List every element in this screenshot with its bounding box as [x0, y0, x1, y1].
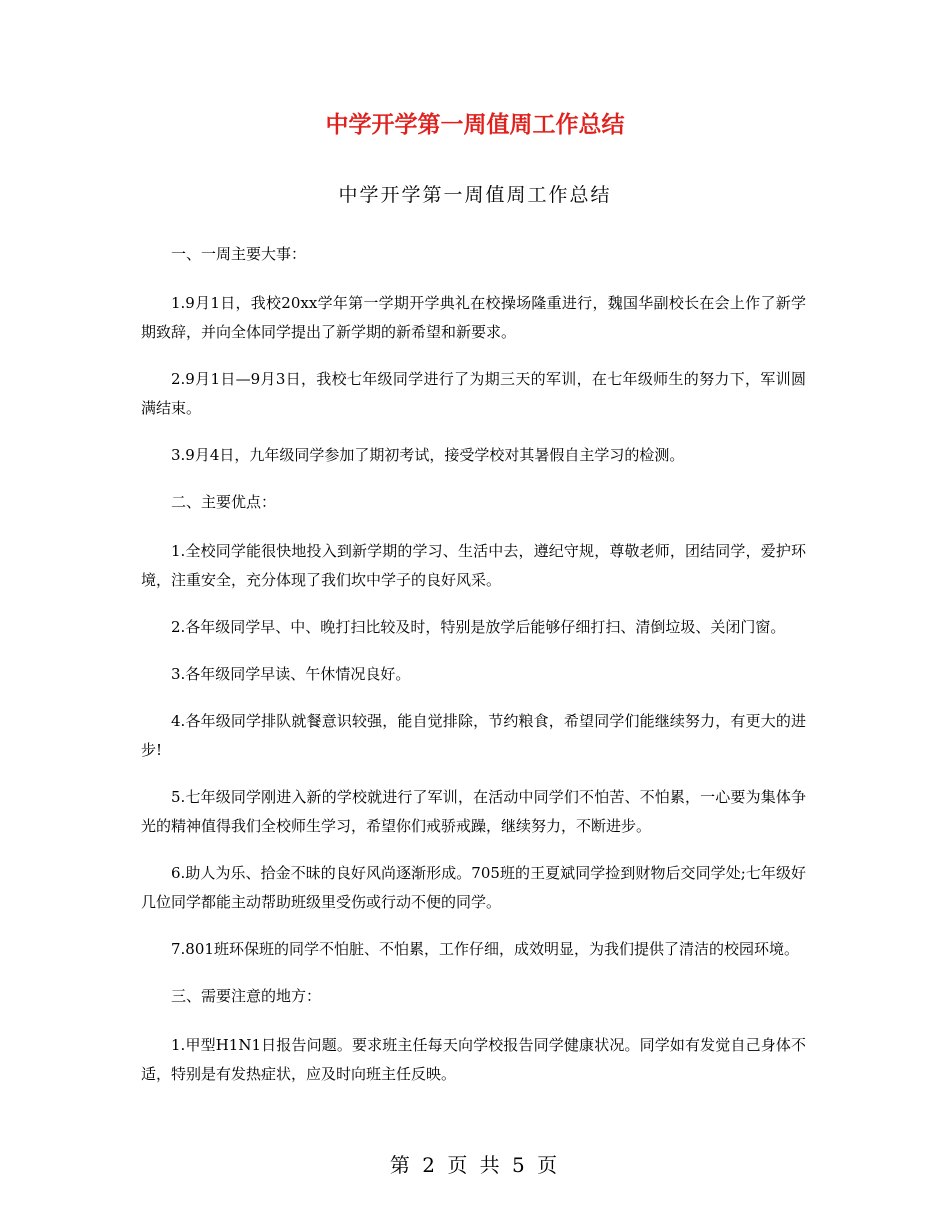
paragraph: 2.9月1日—9月3日，我校七年级同学进行了为期三天的军训，在七年级师生的努力下，军训圆满结束。	[141, 370, 806, 417]
section-heading-attention: 三、需要注意的地方：	[171, 987, 322, 1005]
paragraph: 4.各年级同学排队就餐意识较强，能自觉排除，节约粮食，希望同学们能继续努力，有更大的进步!	[141, 712, 806, 759]
paragraph: 1.9月1日，我校20xx学年第一学期开学典礼在校操场隆重进行，魏国华副校长在会上作了新学期致辞，并向全体同学提出了新学期的新希望和新要求。	[141, 294, 806, 341]
paragraph: 2.各年级同学早、中、晚打扫比较及时，特别是放学后能够仔细打扫、清倒垃圾、关闭门窗。	[171, 618, 786, 636]
paragraph: 5.七年级同学刚进入新的学校就进行了军训，在活动中同学们不怕苦、不怕累，一心要为集体争光的精神值得我们全校师生学习，希望你们戒骄戒躁，继续努力，不断进步。	[141, 788, 806, 835]
paragraph: 3.9月4日，九年级同学参加了期初考试，接受学校对其暑假自主学习的检测。	[171, 446, 685, 464]
paragraph: 7.801班环保班的同学不怕脏、不怕累，工作仔细，成效明显，为我们提供了清洁的校园环境。	[171, 940, 799, 958]
paragraph: 3.各年级同学早读、午休情况良好。	[171, 665, 411, 683]
paragraph: 6.助人为乐、拾金不昧的良好风尚逐渐形成。705班的王夏斌同学捡到财物后交同学处;七年级好几位同学都能主动帮助班级里受伤或行动不便的同学。	[141, 864, 806, 911]
section-heading-strengths: 二、主要优点：	[171, 493, 277, 511]
document-body	[141, 240, 806, 1107]
paragraph: 1.甲型H1N1日报告问题。要求班主任每天向学校报告同学健康状况。同学如有发觉自己身体不适，特别是有发热症状，应及时向班主任反映。	[141, 1036, 806, 1083]
document-subtitle: 中学开学第一周值周工作总结	[338, 184, 612, 206]
section-heading-major-events: 一、一周主要大事：	[171, 245, 307, 263]
page-number-footer: 第 2 页 共 5 页	[389, 1153, 561, 1177]
paragraph: 1.全校同学能很快地投入到新学期的学习、生活中去，遵纪守规，尊敬老师，团结同学，爱护环境，注重安全，充分体现了我们坎中学子的良好风采。	[141, 542, 806, 589]
document-title: 中学开学第一周值周工作总结	[325, 111, 625, 138]
